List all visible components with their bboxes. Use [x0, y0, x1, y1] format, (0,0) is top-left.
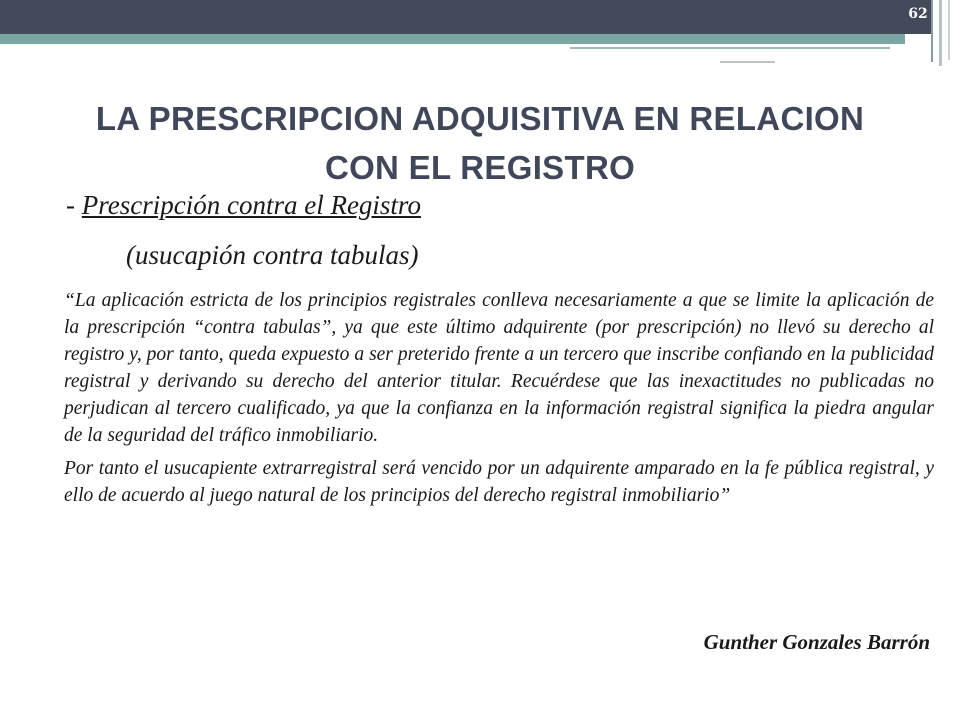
- slide-title: LA PRESCRIPCION ADQUISITIVA EN RELACION CON EL REGISTRO: [95, 100, 865, 186]
- top-bar: [0, 0, 960, 34]
- decorative-rule: [948, 0, 950, 60]
- decorative-rule: [720, 61, 775, 63]
- quote-block: [64, 287, 934, 509]
- quote-paragraph: “La aplicación estricta de los principios registrales conlleva necesariamente a que se limite la aplicación de la prescripción “contra tabulas”, ya que este último adquirente (por prescripción) no llevó su derecho al registro y, por tanto, queda expuesto a ser preterido frente a un tercero que inscribe confiando en la publicidad registral y derivando su derecho del anterior titular. Recuérdese que las inexactitudes no publicadas no perjudican al tercero cualificado, ya que la confianza en la información registral significa la piedra angular de la seguridad del tráfico inmobiliario.: [64, 290, 934, 446]
- quote-author: Gunther Gonzales Barrón: [703, 630, 930, 654]
- accent-stripe: [0, 34, 905, 44]
- slide-number: 62: [908, 6, 928, 22]
- subtitle-secondary: (usucapión contra tabulas): [126, 240, 419, 270]
- decorative-rule: [570, 47, 890, 49]
- quote-paragraph: Por tanto el usucapiente extrarregistral será vencido por un adquirente amparado en la fe pública registral, y ello de acuerdo al juego natural de los principios del derecho registral inmobiliario”: [64, 458, 934, 506]
- subtitle-text: Prescripción contra el Registro: [81, 190, 421, 220]
- decorative-rule: [931, 0, 933, 62]
- subtitle-line: [66, 190, 421, 221]
- subtitle-dash: -: [66, 190, 82, 220]
- decorative-rule: [939, 0, 942, 66]
